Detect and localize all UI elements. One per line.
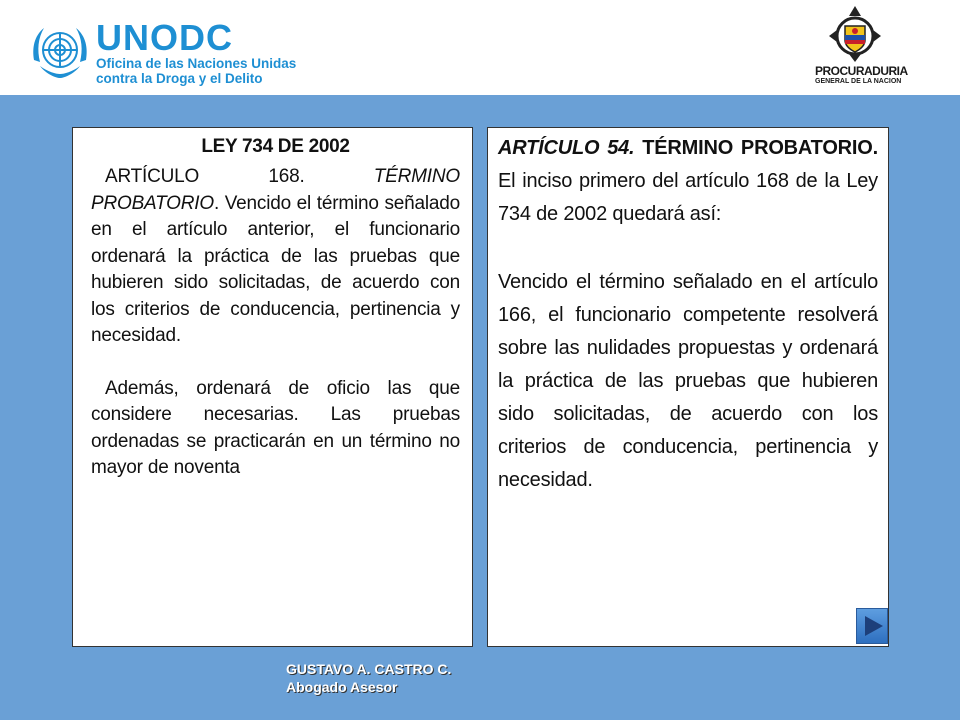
unodc-subtitle-line1: Oficina de las Naciones Unidas <box>96 56 297 71</box>
footer-credit <box>286 660 451 696</box>
article-168-heading-italic: TÉRMINO PROBATORIO <box>91 166 460 214</box>
left-panel-title: LEY 734 DE 2002 <box>201 136 350 157</box>
procuraduria-subtitle: GENERAL DE LA NACION <box>815 78 902 85</box>
right-paragraph-1 <box>498 132 878 231</box>
unodc-subtitle-line2: contra la Droga y el Delito <box>96 71 263 86</box>
right-text-panel <box>487 127 889 647</box>
author-name: GUSTAVO A. CASTRO C. <box>286 661 452 677</box>
unodc-logo <box>28 17 297 88</box>
article-168-body: . Vencido el término señalado en el artículo anterior, el funcionario ordenará la práctica de las pruebas que hubieren sido solicitadas, de acuerdo con los criterios de conducencia, pertinencia y necesidad. <box>91 192 460 346</box>
procuraduria-title: PROCURADURIA <box>815 64 908 78</box>
right-paragraph-2: Vencido el término señalado en el artículo 166, el funcionario competente resolverá sobre las nulidades propuestas y ordenará la práctica de las pruebas que hubieren sido solicitadas, de acuerdo con los criterios de conducencia, pertinencia y necesidad. <box>498 271 878 491</box>
article-168-heading: ARTÍCULO 168. <box>105 166 374 187</box>
procuraduria-logo <box>815 4 908 92</box>
play-right-icon <box>861 614 885 638</box>
un-emblem-icon <box>28 20 92 84</box>
next-slide-button[interactable] <box>856 608 888 644</box>
article-54-heading-bold: TÉRMINO PROBATORIO. <box>634 137 878 159</box>
procuraduria-shield-icon <box>823 4 887 64</box>
left-text-panel <box>72 127 473 647</box>
left-paragraph-2: Además, ordenará de oficio las que considere necesarias. Las pruebas ordenadas se practicarán en un término no mayor de noventa <box>91 377 460 478</box>
article-54-body: El inciso primero del artículo 168 de la Ley 734 de 2002 quedará así: <box>498 170 878 225</box>
header-bar <box>0 0 960 95</box>
author-role: Abogado Asesor <box>286 679 398 695</box>
left-paragraph-1 <box>91 164 460 350</box>
unodc-wordmark: UNODC <box>96 17 233 58</box>
article-54-heading-italic: ARTÍCULO 54. <box>498 137 635 159</box>
